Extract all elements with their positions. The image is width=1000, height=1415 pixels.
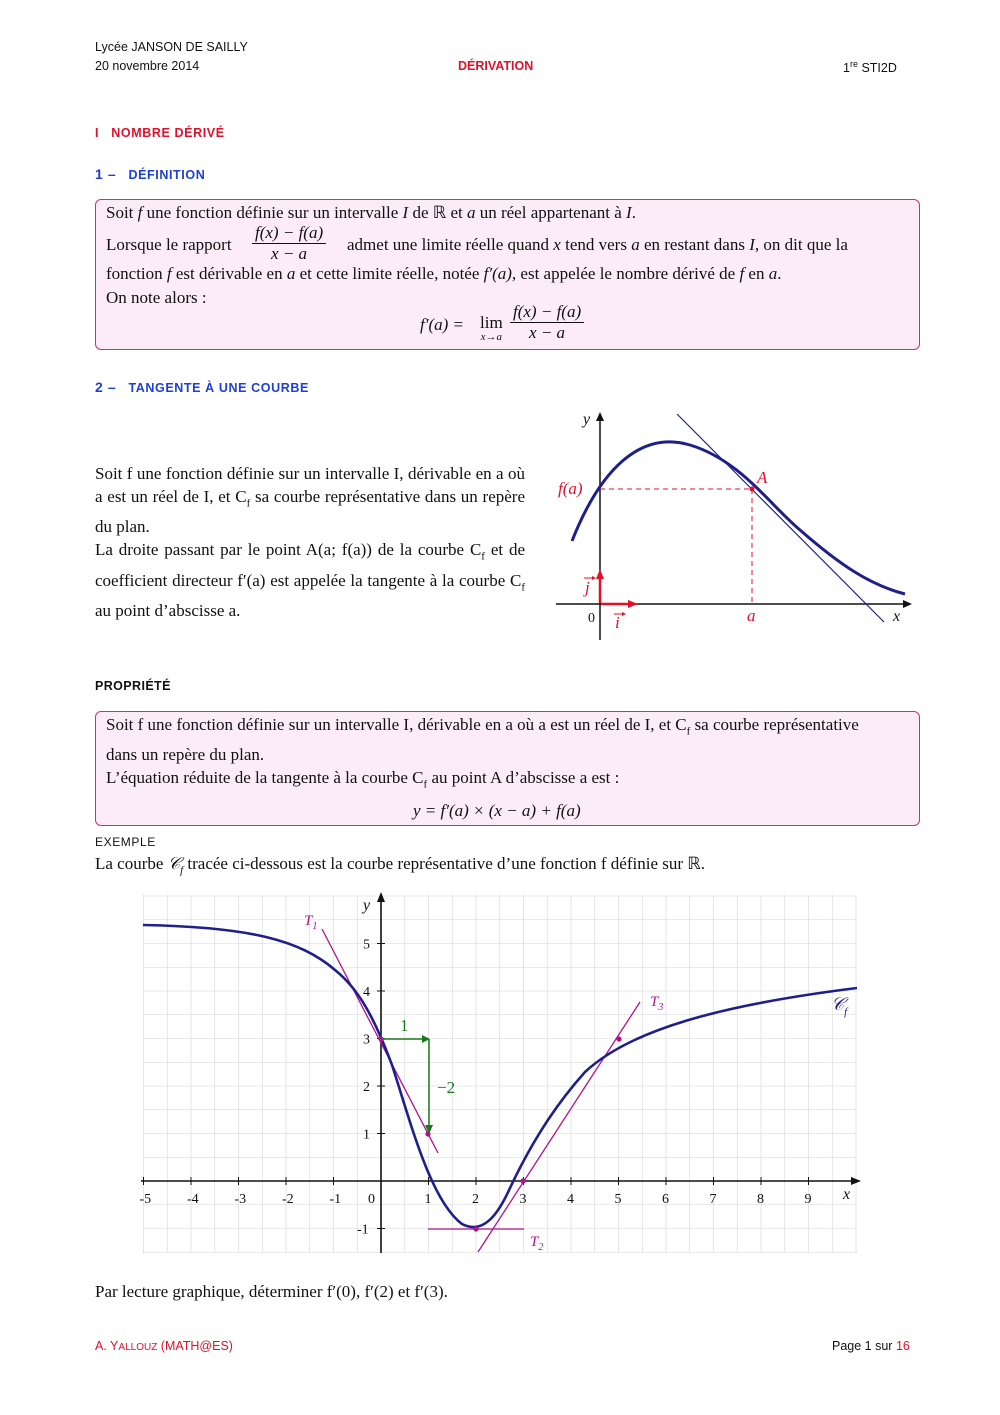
definition-line-3: fonction f est dérivable en a et cette limite réelle, notée f′(a), est appelée le nombre dérivé de f en a. <box>106 264 782 283</box>
point-3-0 <box>520 1178 525 1183</box>
fig1-y-arrow <box>596 412 604 421</box>
definition-line-2: Lorsque le rapport $\frac{f(x) - f(a)}{x - a}$ admet une limite réelle quand x tend vers a en restant dans I, on dit que la <box>106 223 848 263</box>
derivative-limit-formula: f′(a) = lim x→a $\frac{f(x) - f(a)}{x - a}$ <box>420 302 620 348</box>
tangent-T3 <box>478 1002 640 1252</box>
class-label: 1re STI2D <box>843 59 897 76</box>
fig1-y-label: y <box>583 411 591 428</box>
point-5-3 <box>616 1036 621 1041</box>
footer-page: Page 1 sur 16 <box>832 1339 910 1353</box>
y-tick-label: 5 <box>363 937 370 953</box>
date: 20 novembre 2014 <box>95 59 200 73</box>
x-tick-label: 2 <box>472 1192 479 1207</box>
subsection-heading-definition: 1 – DÉFINITION <box>95 166 206 182</box>
subsection-heading-tangent: 2 – TANGENTE À UNE COURBE <box>95 379 309 395</box>
section-heading: I NOMBRE DÉRIVÉ <box>95 126 225 140</box>
tangent-definition-text: Soit f une fonction définie sur un intervalle I, dérivable en a où a est un réel de I, et $C_f$ sa courbe représentative dans un repère du plan. La droite passant par le point A(a; f(a)) de la courbe $C_f$ et de coefficient directeur f′(a) est appelée la tangente à la courbe $C_f$ au point d’abscisse a. <box>95 464 525 621</box>
x-tick-label: 5 <box>614 1192 622 1207</box>
tangent-equation: y = f′(a) × (x − a) + f(a) <box>413 801 581 820</box>
property-heading: PROPRIÉTÉ <box>95 679 171 693</box>
fig1-tangent-line <box>677 414 884 622</box>
x-tick-label: 3 <box>519 1192 527 1207</box>
example-heading: EXEMPLE <box>95 835 156 849</box>
ratio-fraction: $\frac{f(x) - f(a)}{x - a}$ <box>252 223 326 264</box>
definition-line-1: Soit f une fonction définie sur un intervalle I de ℝ et a un réel appartenant à I. <box>106 203 636 222</box>
T2-label: $T_2$ <box>530 1234 544 1253</box>
x-tick-label: 6 <box>662 1192 669 1207</box>
tangent-figure <box>550 405 920 645</box>
fig1-j-label: j <box>585 578 590 597</box>
point-2-min <box>473 1226 478 1231</box>
x-tick-label: -2 <box>282 1192 294 1207</box>
point-1-1 <box>425 1131 430 1136</box>
T3-label: $T_3$ <box>650 994 664 1013</box>
fig2-y-arrow <box>377 892 385 902</box>
y-tick-label: -1 <box>357 1222 369 1238</box>
fig1-x-label: x <box>893 608 901 625</box>
x-tick-label: -3 <box>234 1192 247 1207</box>
fig1-point-A <box>750 487 755 492</box>
y-tick-label: 3 <box>363 1032 370 1048</box>
fig1-x-arrow <box>903 600 912 608</box>
y-tick-label: 4 <box>363 985 370 1000</box>
x-tick-label: -1 <box>329 1192 342 1207</box>
fig1-fa-label: f(a) <box>558 479 583 498</box>
x-tick-label: 7 <box>709 1192 717 1207</box>
fig1-A-label: A <box>757 468 768 487</box>
footer-author: A. YALLOUZ (MATH@ES) <box>95 1339 233 1353</box>
x-tick-label: -4 <box>187 1192 199 1207</box>
example-text: La courbe 𝒞$_f$ tracée ci-dessous est la courbe représentative d’une fonction f définie sur ℝ. <box>95 854 705 877</box>
x-tick-label: 0 <box>368 1192 375 1207</box>
step-dx-label: 1 <box>400 1016 409 1035</box>
y-tick-label: 1 <box>363 1127 370 1143</box>
x-tick-label: 9 <box>804 1192 812 1207</box>
question-text: Par lecture graphique, déterminer f′(0), f′(2) et f′(3). <box>95 1282 448 1301</box>
fig1-i-label: i <box>615 613 620 632</box>
example-graph <box>130 888 870 1258</box>
x-tick-label: -5 <box>139 1192 152 1207</box>
definition-line-4: On note alors : <box>106 288 207 307</box>
page-topic: DÉRIVATION <box>458 59 534 73</box>
T1-label: $T_1$ <box>304 913 318 932</box>
fig1-origin-label: 0 <box>588 611 595 626</box>
x-tick-label: 4 <box>567 1192 574 1207</box>
fig1-a-label: a <box>747 606 756 625</box>
fig2-x-label: x <box>843 1186 851 1203</box>
step-dy-label: −2 <box>437 1078 456 1097</box>
x-tick-label: 8 <box>757 1192 764 1207</box>
x-tick-label: 1 <box>424 1192 432 1207</box>
school-name: Lycée JANSON DE SAILLY <box>95 40 248 54</box>
fig1-curve <box>572 442 905 594</box>
fig2-y-label: y <box>363 897 371 914</box>
property-text: Soit f une fonction définie sur un intervalle I, dérivable en a où a est un réel de I, et $C_f$ sa courbe représentative dans un repère du plan. L’équation réduite de la tangente à la courbe $C_f$ au point A d’abscisse a est : <box>106 715 859 791</box>
Cf-label: 𝒞$_f$ <box>831 994 848 1018</box>
y-tick-label: 2 <box>363 1080 370 1095</box>
